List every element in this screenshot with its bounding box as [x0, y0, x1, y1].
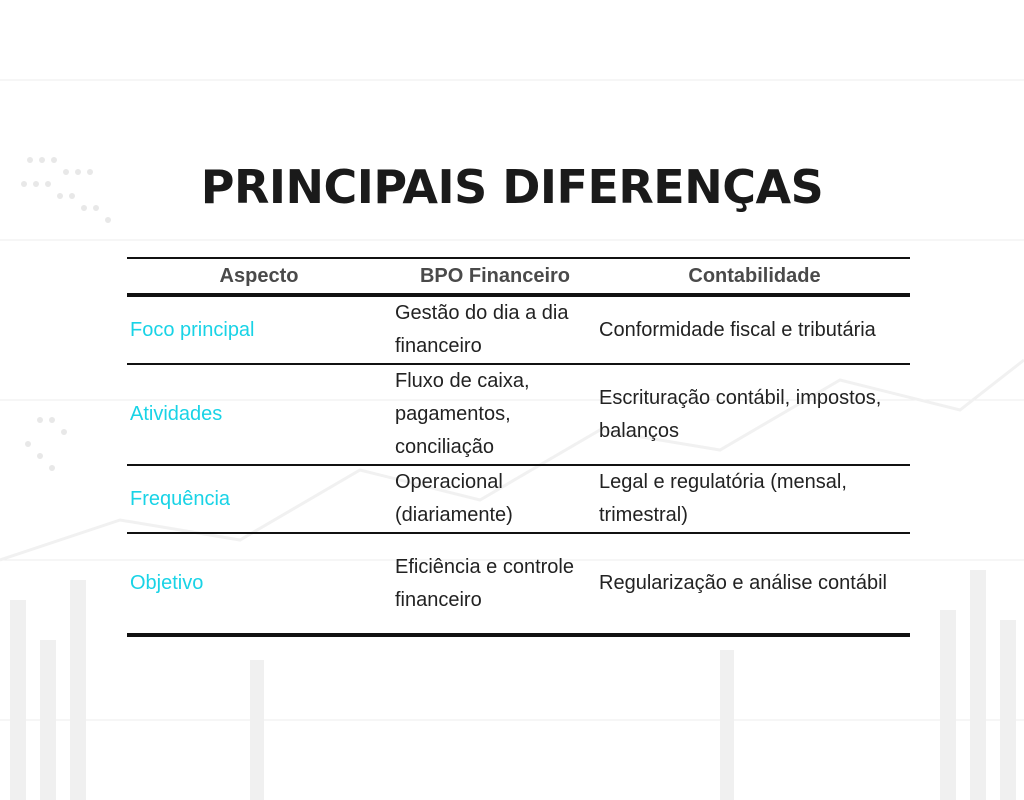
row-aspect: Objetivo: [130, 572, 204, 594]
header-row: [127, 258, 910, 295]
row-contabilidade: Legal e regulatória (mensal, trimestral): [599, 471, 847, 526]
comparison-table: [127, 257, 910, 637]
row-contabilidade: Escrituração contábil, impostos, balanços: [599, 386, 882, 442]
row-bpo: Operacional (diariamente): [395, 471, 513, 526]
row-aspect: Foco principal: [130, 318, 255, 341]
table-header: [127, 258, 910, 295]
table-row: [127, 533, 910, 635]
row-aspect: Atividades: [130, 403, 223, 425]
header-bpo-financeiro: BPO Financeiro: [419, 264, 571, 287]
table-body: [127, 295, 910, 635]
table-row: [127, 465, 910, 533]
header-contabilidade: Contabilidade: [688, 264, 821, 287]
table-row: [127, 295, 910, 364]
row-contabilidade: Conformidade fiscal e tributária: [599, 318, 876, 341]
comparison-table-container: [127, 257, 910, 637]
row-contabilidade: Regularização e análise contábil: [599, 572, 887, 594]
page-title: PRINCIPAIS DIFERENÇAS: [200, 160, 824, 214]
table-row: [127, 364, 910, 465]
row-bpo: Eficiência e controle financeiro: [395, 555, 574, 611]
row-bpo: Fluxo de caixa, pagamentos, conciliação: [395, 370, 530, 458]
row-bpo: Gestão do dia a dia financeiro: [395, 302, 569, 357]
row-aspect: Frequência: [130, 487, 231, 510]
header-aspecto: Aspecto: [219, 264, 299, 287]
